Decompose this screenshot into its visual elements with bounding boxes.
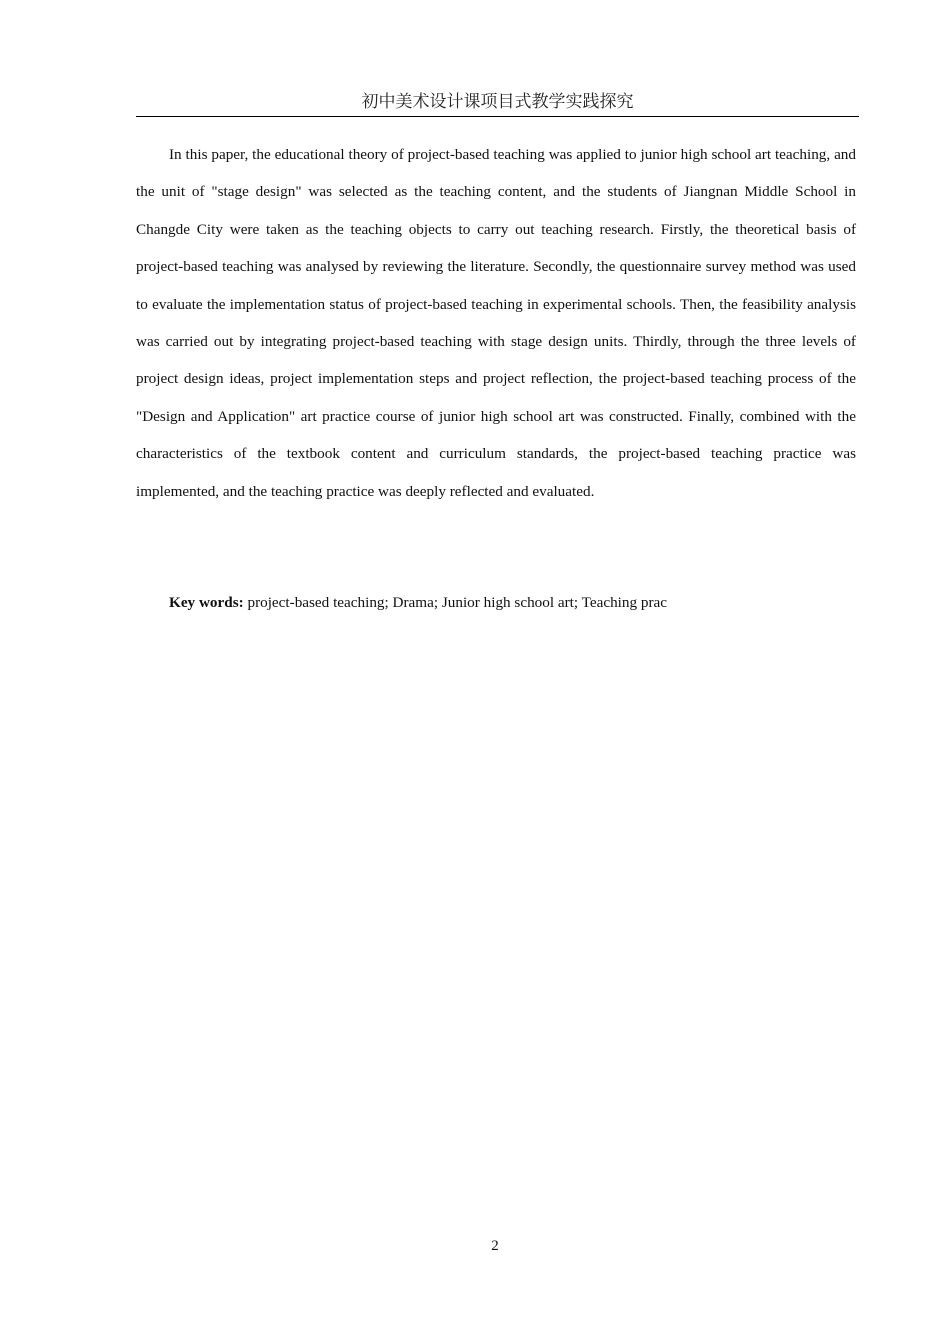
keywords-label: Key words: [169,594,244,611]
abstract-paragraph: In this paper, the educational theory of project-based teaching was applied to junior high school art teaching, and the unit of "stage design" was selected as the teaching content, and the students of Jiangnan Middle School in Changde City were taken as the teaching objects to carry out teaching research. Firstly, the theoretical basis of project-based teaching was analysed by reviewing the literature. Secondly, the questionnaire survey method was used to evaluate the implementation status of project-based teaching in experimental schools. Then, the feasibility analysis was carried out by integrating project-based teaching with stage design units. Thirdly, through the three levels of project design ideas, project implementation steps and project reflection, the project-based teaching process of the "Design and Application" art practice course of junior high school art was constructed. Finally, combined with the characteristics of the textbook content and curriculum standards, the project-based teaching practice was implemented, and the teaching practice was deeply reflected and evaluated. [136,146,856,500]
header-title: 初中美术设计课项目式教学实践探究 [361,92,634,112]
page-number: 2 [491,1238,499,1254]
keywords-text: project-based teaching; Drama; Junior high school art; Teaching prac [243,594,668,611]
running-header [136,88,859,117]
keywords-line [169,584,859,621]
